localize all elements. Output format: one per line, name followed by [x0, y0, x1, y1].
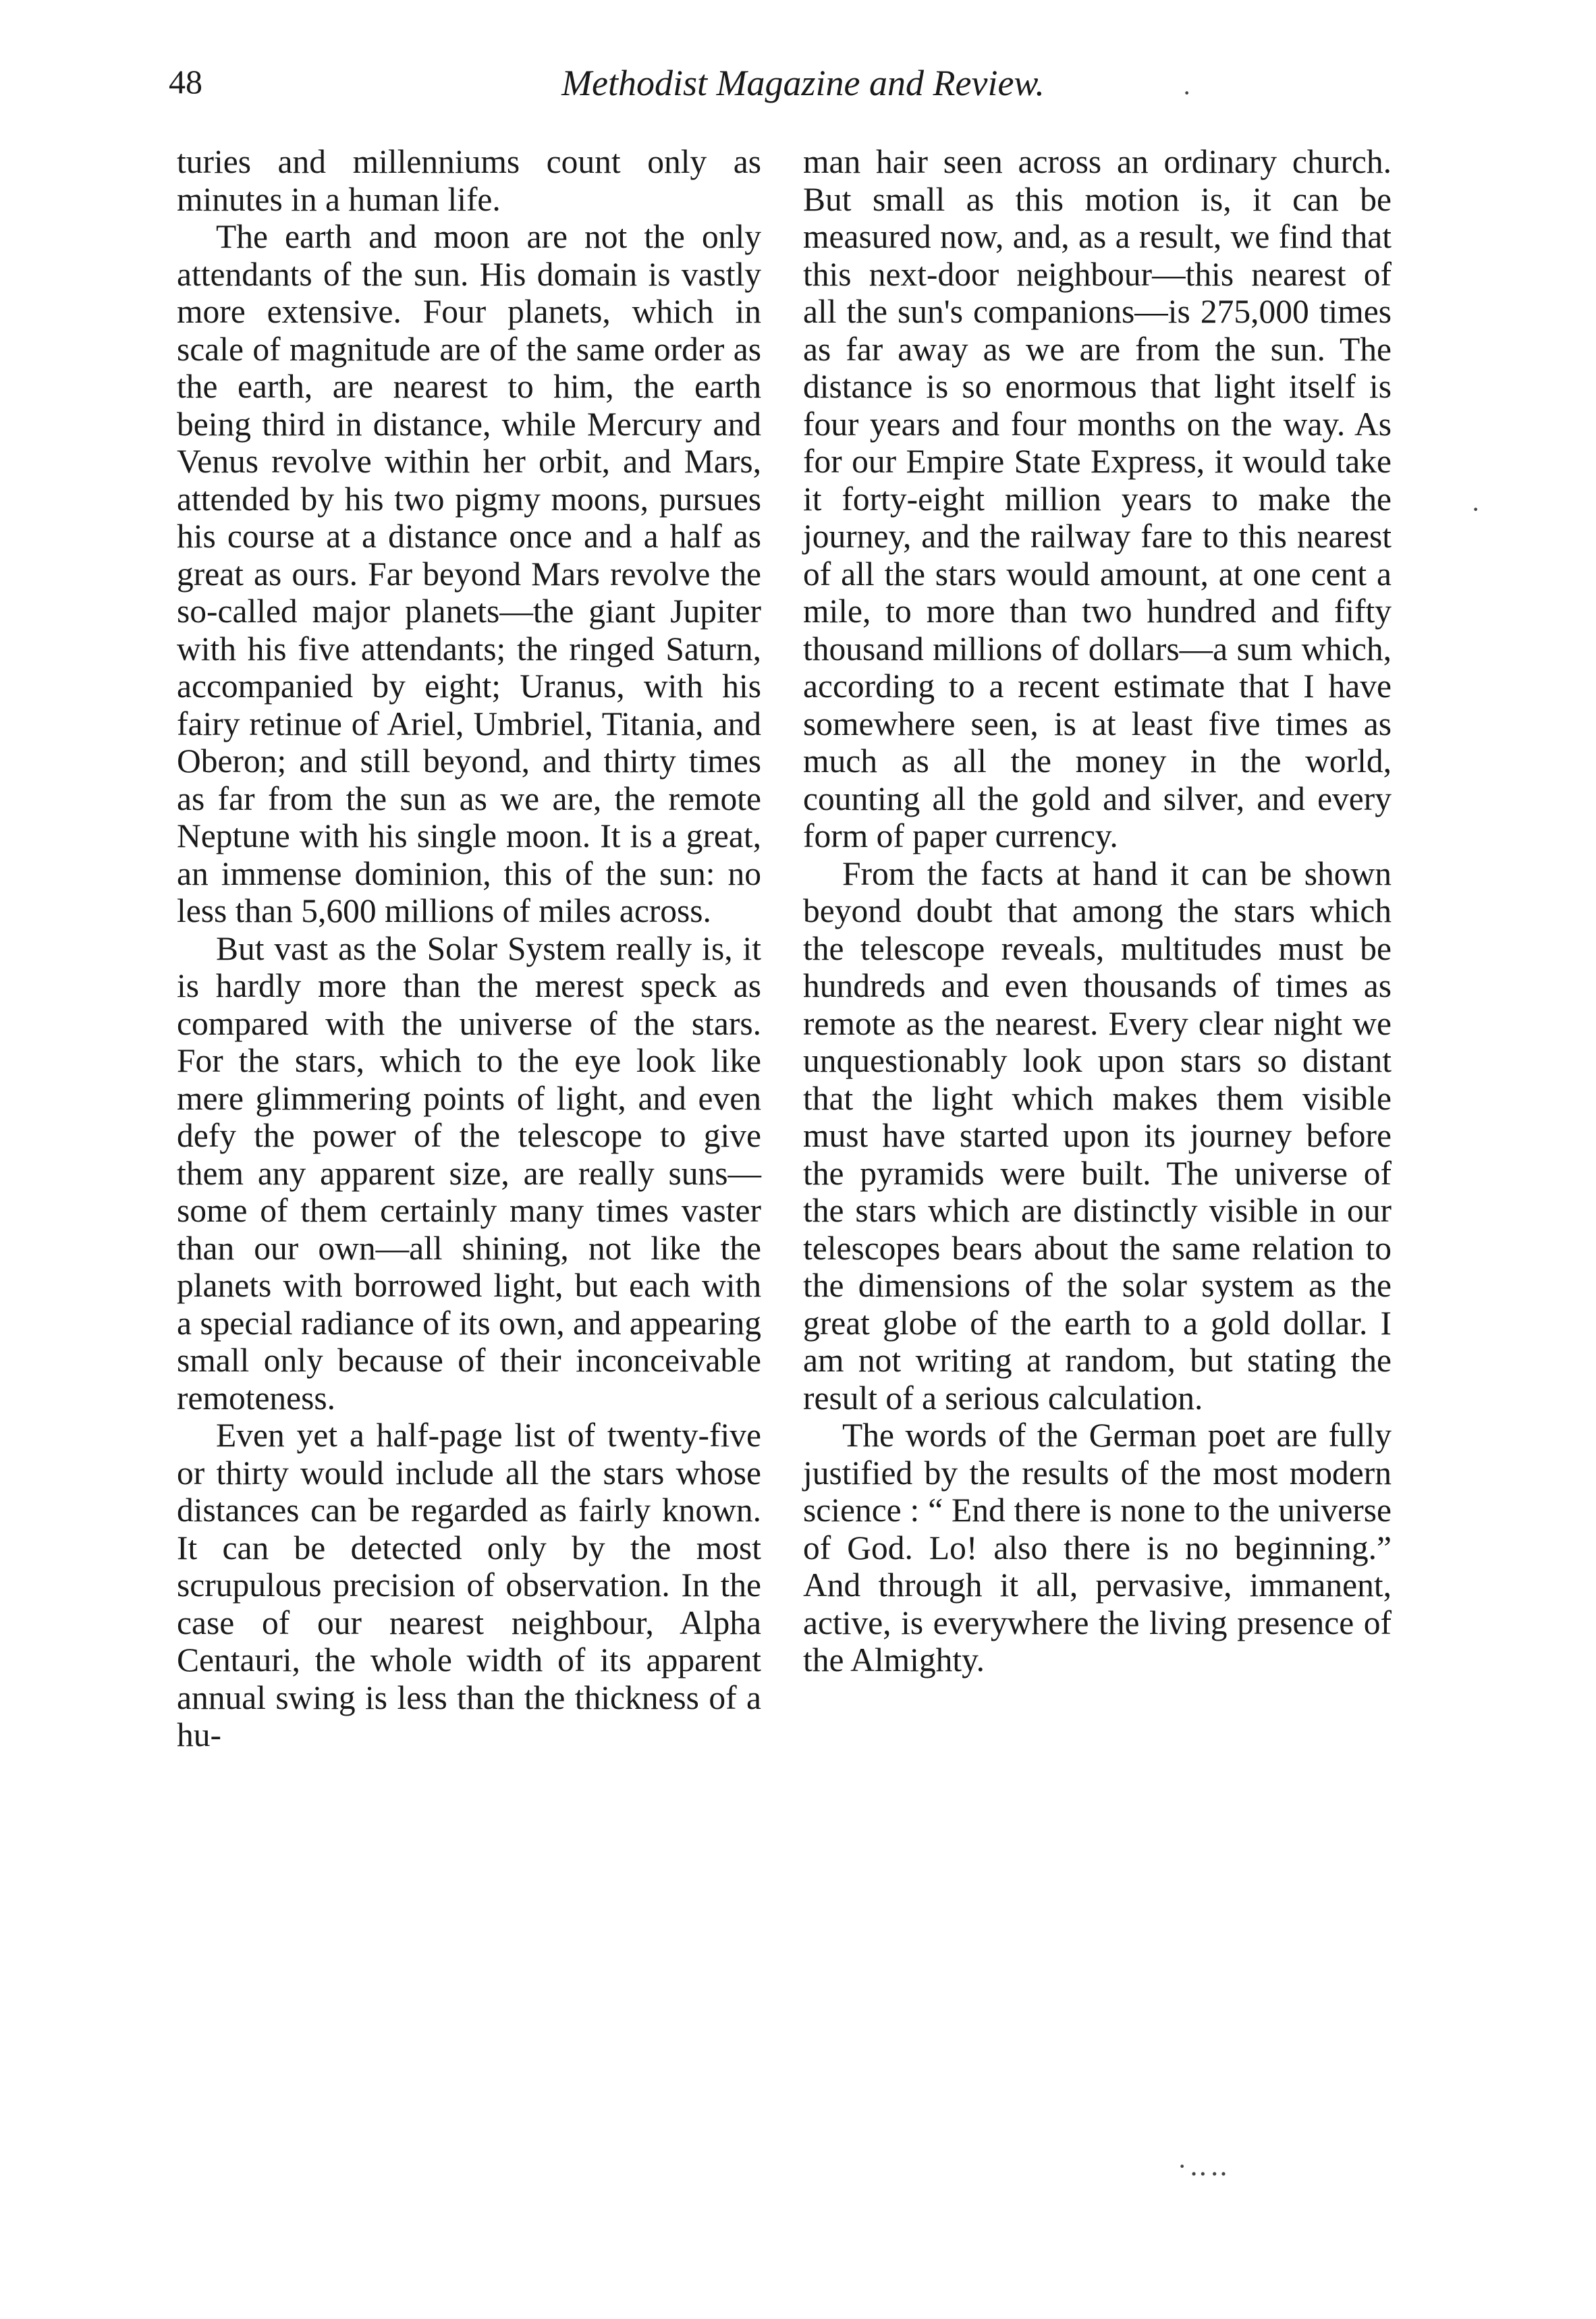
page-header — [169, 62, 1437, 123]
paragraph: The words of the German poet are fully justified by the results of the most modern science : “ End there is none to the universe of God. Lo! also there is no beginning.” And through it all, pervasive, immanent, active, is everywhere the living presence of the Almighty. — [803, 1417, 1392, 1679]
right-column — [803, 143, 1392, 1679]
scan-speck: ·‥‥ — [1178, 2151, 1231, 2181]
scan-speck: · — [1471, 494, 1481, 524]
scan-speck: · — [1182, 78, 1192, 108]
paragraph: Even yet a half-page list of twenty-five or thirty would include all the stars whose distances can be regarded as fairly known. It can be detected only by the most scrupulous precision of observation. In the case of our nearest neighbour, Alpha Centauri, the whole width of its apparent annual swing is less than the thickness of a hu- — [177, 1417, 761, 1753]
left-column — [177, 143, 761, 1754]
paragraph: But vast as the Solar System really is, it is hardly more than the merest speck as compared with the universe of the stars. For the stars, which to the eye look like mere glimmering points of light, and even defy the power of the telescope to give them any apparent size, are really suns—some of them certainly many times vaster than our own—all shining, not like the planets with borrowed light, but each with a special radiance of its own, and appearing small only because of their inconceivable remoteness. — [177, 929, 761, 1417]
page-number: 48 — [169, 63, 202, 101]
paragraph: From the facts at hand it can be shown beyond doubt that among the stars which the telescope reveals, multitudes must be hundreds and even thousands of times as remote as the nearest. Every clear night we unquestionably look upon stars so distant that the light which makes them visible must have started upon its journey before the pyramids were built. The universe of the stars which are distinctly visible in our telescopes bears about the same relation to the dimensions of the solar system as the great globe of the earth to a gold dollar. I am not writing at random, but stating the result of a serious calculation. — [803, 854, 1392, 1417]
running-title: Methodist Magazine and Review. — [561, 63, 1045, 103]
paragraph: The earth and moon are not the only attendants of the sun. His domain is vastly more extensive. Four planets, which in scale of magnitude are of the same order as the earth, are nearest to him, the earth being third in distance, while Mercury and Venus revolve within her orbit, and Mars, attended by his two pigmy moons, pursues his course at a distance once and a half as great as ours. Far beyond Mars revolve the so-called major planets—the giant Jupiter with his five attendants; the ringed Saturn, accompanied by eight; Uranus, with his fairy retinue of Ariel, Umbriel, Titania, and Oberon; and still beyond, and thirty times as far from the sun as we are, the remote Neptune with his single moon. It is a great, an immense dominion, this of the sun: no less than 5,600 millions of miles across. — [177, 218, 761, 929]
paragraph: turies and millenniums count only as minutes in a human life. — [177, 143, 761, 218]
paragraph: man hair seen across an ordinary church. But small as this motion is, it can be measured now, and, as a result, we find that this next-door neighbour—this nearest of all the sun's companions—is 275,000 times as far away as we are from the sun. The distance is so enormous that light itself is four years and four months on the way. As for our Empire State Express, it would take it forty-eight million years to make the journey, and the railway fare to this nearest of all the stars would amount, at one cent a mile, to more than two hundred and fifty thousand millions of dollars—a sum which, according to a recent estimate that I have somewhere seen, is at least five times as much as all the money in the world, counting all the gold and silver, and every form of paper currency. — [803, 143, 1392, 854]
